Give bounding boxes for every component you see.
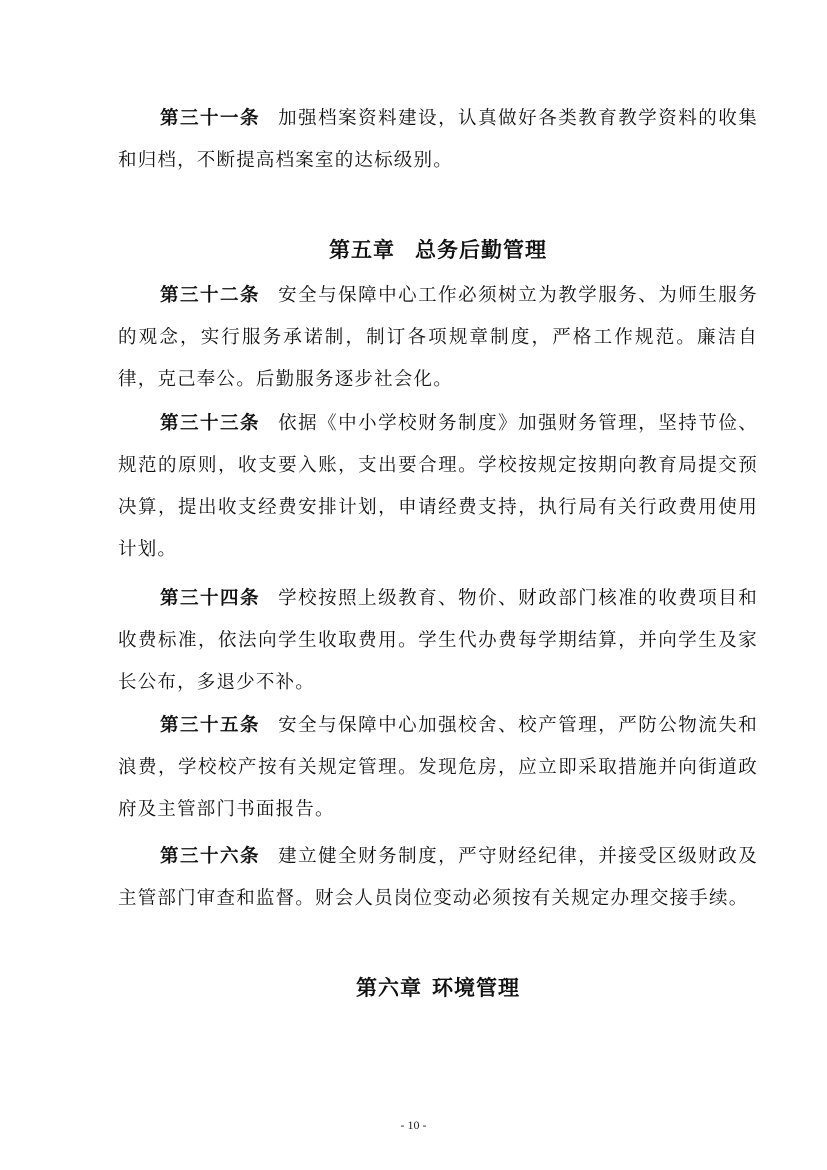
article-title: 第三十五条 (160, 715, 261, 736)
article-text: 依据《中小学校财务制度》加强财务管理，坚持节俭、规范的原则，收支要入账，支出要合理。学校按规定按期向教育局提交预决算，提出收支经费安排计划，申请经费支持，执行局有关行政费用使用计划。 (118, 413, 758, 560)
chapter-heading-6 (118, 972, 758, 1002)
article-title: 第三十三条 (160, 413, 261, 434)
article-32 (118, 275, 758, 401)
article-title: 第三十二条 (160, 285, 261, 306)
article-34 (118, 578, 758, 704)
article-title: 第三十一条 (160, 108, 261, 129)
article-33 (118, 403, 758, 571)
article-31 (118, 98, 758, 182)
chapter-number: 第六章 (356, 976, 422, 1000)
chapter-name: 环境管理 (432, 976, 520, 1000)
chapter-heading-5 (118, 234, 758, 264)
article-text: 加强档案资料建设，认真做好各类教育教学资料的收集和归档，不断提高档案室的达标级别。 (118, 108, 758, 171)
article-text: 建立健全财务制度，严守财经纪律，并接受区级财政及主管部门审查和监督。财会人员岗位变动必须按有关规定办理交接手续。 (118, 846, 758, 909)
article-text: 安全与保障中心加强校舍、校产管理，严防公物流失和浪费，学校校产按有关规定管理。发现危房，应立即采取措施并向街道政府及主管部门书面报告。 (118, 715, 758, 820)
chapter-number: 第五章 (329, 238, 395, 262)
article-text: 学校按照上级教育、物价、财政部门核准的收费项目和收费标准，依法向学生收取费用。学生代办费每学期结算，并向学生及家长公布，多退少不补。 (118, 588, 758, 693)
chapter-name: 总务后勤管理 (415, 238, 547, 262)
article-title: 第三十六条 (160, 846, 261, 867)
page-number: - 10 - (400, 1118, 427, 1132)
article-title: 第三十四条 (160, 588, 261, 609)
article-35 (118, 705, 758, 831)
article-36 (118, 836, 758, 920)
article-text: 安全与保障中心工作必须树立为教学服务、为师生服务的观念，实行服务承诺制，制订各项规章制度，严格工作规范。廉洁自律，克己奉公。后勤服务逐步社会化。 (118, 285, 758, 390)
